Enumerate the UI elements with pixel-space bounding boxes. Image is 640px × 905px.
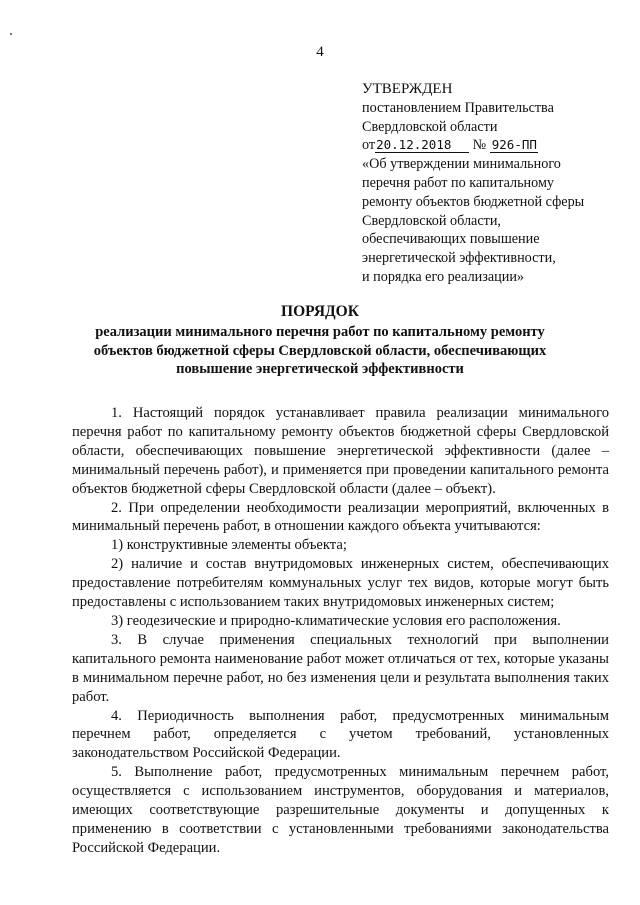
title-line: объектов бюджетной сферы Свердловской области, обеспечивающих	[93, 342, 547, 359]
paragraph: 4. Периодичность выполнения работ, предусмотренных минимальным перечнем работ, определяется с учетом требований, установленных законодательством Российской Федерации.	[72, 707, 609, 762]
scan-speck	[10, 33, 12, 35]
approval-title-line: «Об утверждении минимального	[362, 156, 561, 173]
paragraph: 1. Настоящий порядок устанавливает правила реализации минимального перечня работ по капитальному ремонту объектов бюджетной сферы Свердловской области, обеспечивающих повышение энергетической эффективности (далее – минимальный перечень работ), и применяется при проведении капитального ремонта объектов бюджетной сферы Свердловской области (далее – объект).	[72, 405, 609, 497]
approval-title-line: обеспечивающих повышение	[362, 231, 540, 248]
approval-title-line: ремонту объектов бюджетной сферы	[362, 193, 585, 210]
title-line: повышение энергетической эффективности	[176, 361, 464, 377]
paragraph: 1) конструктивные элементы объекта;	[111, 537, 347, 554]
paragraph: 2) наличие и состав внутридомовых инженерных систем, обеспечивающих предоставление потребителям коммунальных услуг тех видов, которые могут быть предоставлены с использованием таких внутридомовых инженерных систем;	[72, 556, 609, 611]
document-title	[0, 301, 640, 379]
approval-heading: УТВЕРЖДЕН	[362, 81, 453, 97]
title-main: ПОРЯДОК	[281, 303, 359, 320]
date-prefix: от	[362, 137, 376, 154]
paragraph: 3. В случае применения специальных технологий при выполнении капитального ремонта наименование работ может отличаться от тех, которые указаны в минимальном перечне работ, но без изменения цели и результата выполнения таких работ.	[72, 631, 609, 705]
approval-line: постановлением Правительства	[362, 99, 554, 116]
approval-stamp	[362, 80, 622, 287]
approval-title-line: перечня работ по капитальному	[362, 174, 555, 191]
paragraph: 2. При определении необходимости реализации мероприятий, включенных в минимальный перечень работ, в отношении каждого объекта учитываются:	[72, 499, 609, 535]
approval-date-row	[362, 136, 622, 155]
paragraph: 3) геодезические и природно-климатические условия его расположения.	[111, 612, 561, 629]
number-prefix: №	[472, 137, 487, 154]
approval-title-line: Свердловской области,	[362, 212, 501, 229]
approval-number: 926-ПП	[491, 137, 537, 153]
approval-line: Свердловской области	[362, 118, 498, 135]
approval-date: 20.12.2018	[375, 137, 469, 153]
approval-title-line: энергетической эффективности,	[362, 250, 556, 267]
paragraph: 5. Выполнение работ, предусмотренных минимальным перечнем работ, осуществляется с использованием инструментов, оборудования и материалов, имеющих соответствующие разрешительные документы и допущенных к применению в соответствии с установленными требованиями законодательства Российской Федерации.	[72, 764, 609, 856]
title-line: реализации минимального перечня работ по капитальному ремонту	[95, 324, 545, 340]
document-body	[72, 404, 609, 858]
page-number: 4	[316, 44, 324, 60]
approval-title-line: и порядка его реализации»	[362, 268, 525, 285]
